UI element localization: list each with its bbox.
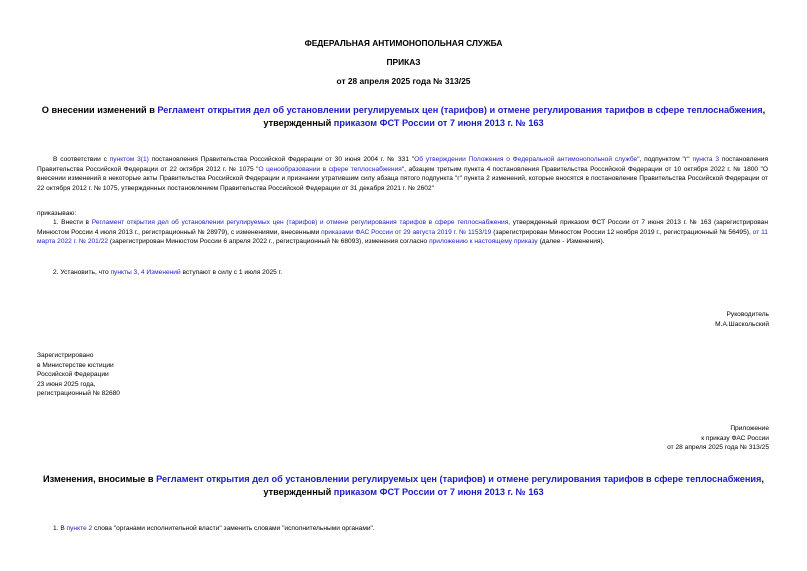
item1-link-march-2022[interactable]: от 11 марта 2022 г. № 201/22 <box>37 228 768 246</box>
doc-type: ПРИКАЗ <box>386 57 421 67</box>
doc-date-number: от 28 апреля 2025 года № 313/25 <box>336 76 471 86</box>
appendix-line: Приложение <box>730 425 769 432</box>
item1-text: , утвержденный приказом ФСТ России от 7 июня 2013 г. № 163 (зарегистрирован Минюстом России 4 июля 2013 г., регистрационный № 28979), с изменениями, внесенными <box>37 219 768 236</box>
signature-block <box>715 310 769 329</box>
changes-title-prefix: Изменения, вносимые в <box>43 474 157 484</box>
item1-text: (зарегистрирован Минюстом России 12 ноября 2019 г., регистрационный № 56495), <box>491 228 753 236</box>
item-1-paragraph <box>37 218 768 247</box>
preamble-text: постановления Правительства Российской Федерации от 22 октября 2012 г. № 1075 " <box>37 156 769 173</box>
appendix-line: к приказу ФАС России <box>701 434 769 442</box>
title-line2-prefix: утвержденный <box>263 118 334 128</box>
document-title <box>0 104 807 130</box>
item-2-paragraph <box>37 268 768 278</box>
title-line-2 <box>0 117 807 130</box>
item1-link-regulation[interactable]: Регламент открытия дел об установлении регулируемых цен (тарифов) и отмене регулирования тарифов в сфере теплоснабжения <box>91 219 509 226</box>
preamble-text: В соответствии с <box>53 156 110 163</box>
agency-name: ФЕДЕРАЛЬНАЯ АНТИМОНОПОЛЬНАЯ СЛУЖБА <box>304 38 503 48</box>
title-regulation-link[interactable]: Регламент открытия дел об установлении регулируемых цен (тарифов) и отмене регулирования тарифов в сфере теплоснабжения <box>157 105 763 115</box>
preamble-text: ", подпунктом "г" <box>637 156 693 163</box>
item2-link-points-3[interactable]: пункты 3 <box>110 269 138 276</box>
change1-text: слова "органами исполнительной власти" заменить словами "исполнительными органами". <box>92 525 375 532</box>
changes-title <box>0 473 807 499</box>
registration-line: в Министерстве юстиции <box>37 361 114 369</box>
item1-text: (далее - Изменения). <box>537 238 605 246</box>
title-prefix: О внесении изменений в <box>41 105 158 115</box>
item2-text: 2. Установить, что <box>53 269 111 276</box>
changes-title-line-1 <box>0 473 807 486</box>
registration-line: 23 июня 2025 года, <box>37 380 96 388</box>
item2-link-4-changes[interactable]: 4 Изменений <box>140 269 181 276</box>
preamble-paragraph <box>37 155 768 193</box>
changes-title-regulation-link[interactable]: Регламент открытия дел об установлении регулируемых цен (тарифов) и отмене регулирования тарифов в сфере теплоснабжения <box>156 474 762 484</box>
title-comma: , <box>762 105 766 115</box>
item1-link-appendix[interactable]: приложению к настоящему приказу <box>429 238 538 246</box>
changes-title-fst-order-link[interactable]: приказом ФСТ России от 7 июня 2013 г. № 163 <box>333 487 544 497</box>
order-word: приказываю: <box>37 210 77 217</box>
preamble-text: ", абзацем третьим пункта 4 постановления Правительства Российской Федерации от 10 октября 2022 г. № 1800 "О внесении изменений в некоторые акты Правительства Российской Федерации и признании утратившим силу абзаца пятого подпункта "г" пункта 2 изменений, которые вносятся в постановление Правительства Российской Федерации от 22 октября 2012 г. № 1075, утвержденных постановлением Правительства Российской Федерации от 31 декабря 2021 г. № 2602" <box>37 165 768 192</box>
item1-text: 1. Внести в <box>53 219 92 226</box>
signature-name: М.А.Шаскольский <box>715 320 769 328</box>
registration-line: Зарегистрировано <box>37 352 94 359</box>
signature-position: Руководитель <box>726 311 769 318</box>
changes-title-line2-prefix: утвержденный <box>263 487 334 497</box>
item1-link-fas-orders[interactable]: приказами ФАС России от 29 августа 2019 г. № 1153/19 <box>321 228 492 236</box>
item1-text: (зарегистрирован Минюстом России 6 апреля 2022 г., регистрационный № 68093), изменения согласно <box>108 238 430 246</box>
change1-text: 1. В <box>53 525 67 532</box>
changes-title-comma: , <box>761 474 764 484</box>
preamble-link-point-3-1[interactable]: пунктом 3(1) <box>109 156 149 163</box>
appendix-block <box>667 424 769 453</box>
registration-block <box>37 351 120 399</box>
registration-line: Российской Федерации <box>37 371 109 379</box>
preamble-link-fas-regulation[interactable]: Об утверждении Положения о Федеральной антимонопольной службе <box>414 156 638 163</box>
title-fst-order-link[interactable]: приказом ФСТ России от 7 июня 2013 г. № 163 <box>333 118 544 128</box>
change1-link-point-2[interactable]: пункте 2 <box>66 525 93 532</box>
appendix-line: от 28 апреля 2025 года № 313/25 <box>667 444 769 452</box>
item2-text: , <box>137 269 141 276</box>
preamble-link-point-3[interactable]: пункта 3 <box>692 156 719 163</box>
preamble-link-pricing[interactable]: О ценообразовании в сфере теплоснабжения <box>258 165 402 173</box>
change-1-paragraph <box>37 524 768 534</box>
preamble-text: постановления Правительства Российской Федерации от 30 июня 2004 г. № 331 " <box>148 156 415 163</box>
item2-text: вступают в силу с 1 июля 2025 г. <box>180 269 283 276</box>
changes-title-line-2 <box>0 486 807 499</box>
registration-line: регистрационный № 82680 <box>37 390 120 398</box>
title-line-1 <box>0 104 807 117</box>
